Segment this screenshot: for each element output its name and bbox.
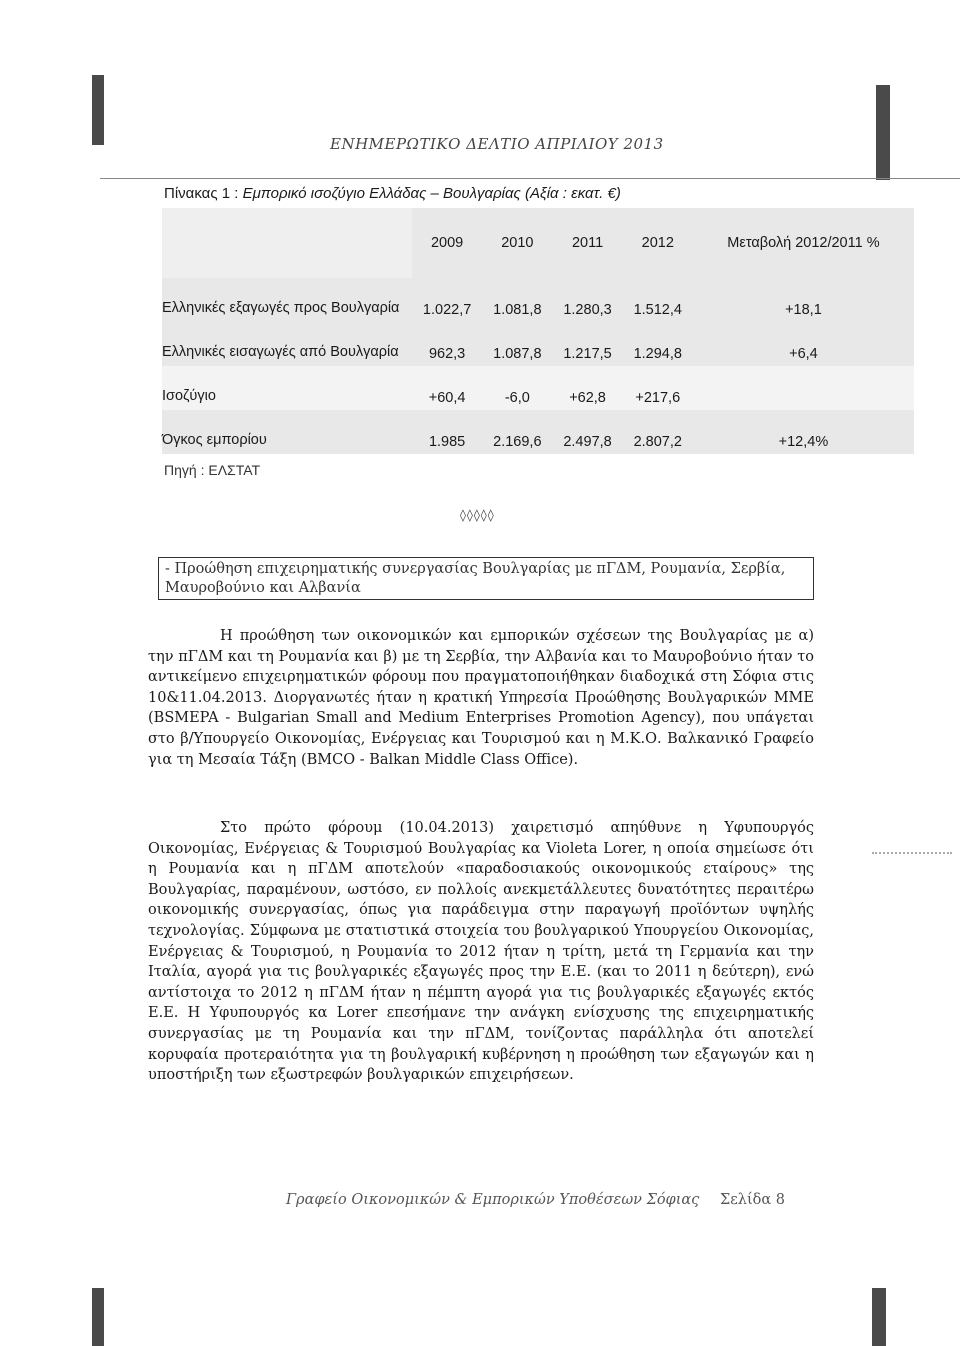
cell-2011: 1.280,3: [552, 278, 622, 322]
header-2012: 2012: [623, 208, 693, 278]
table-caption: [164, 185, 621, 202]
table-source: Πηγή : ΕΛΣΤΑΤ: [164, 462, 261, 478]
header-empty-cell: [162, 208, 412, 278]
header-2010: 2010: [482, 208, 552, 278]
row-label: Ισοζύγιο: [162, 366, 412, 410]
table-row-volume: [162, 410, 914, 454]
header-change: Μεταβολή 2012/2011 %: [693, 208, 914, 278]
footer-office-name: Γραφείο Οικονομικών & Εμπορικών Υποθέσεων Σόφιας: [286, 1192, 700, 1208]
cell-2011: +62,8: [552, 366, 622, 410]
scan-artifact: [872, 1288, 886, 1346]
table-row-imports: [162, 322, 914, 366]
scan-artifact: [92, 75, 104, 145]
footer-page-number: Σελίδα 8: [720, 1192, 785, 1208]
header-divider: [100, 178, 960, 179]
cell-change: +18,1: [693, 278, 914, 322]
scan-artifact: [92, 1288, 104, 1346]
cell-2010: 1.087,8: [482, 322, 552, 366]
section-title-box: - Προώθηση επιχειρηματικής συνεργασίας Βουλγαρίας με πΓΔΜ, Ρουμανία, Σερβία, Μαυροβούνιο και Αλβανία: [158, 557, 814, 600]
row-label: Ελληνικές εξαγωγές προς Βουλγαρία: [162, 278, 412, 322]
scan-artifact: [876, 85, 890, 180]
table-caption-title: Εμπορικό ισοζύγιο Ελλάδας – Βουλγαρίας (Αξία : εκατ. €): [242, 185, 621, 202]
table-caption-prefix: Πίνακας 1 :: [164, 185, 243, 202]
cell-2009: +60,4: [412, 366, 482, 410]
body-paragraph-2: Στο πρώτο φόρουμ (10.04.2013) χαιρετισμό απηύθυνε η Υφυπουργός Οικονομίας, Ενέργειας & Τουρισμού Βουλγαρίας κα Violeta Lorer, η οποία σημείωσε ότι η Ρουμανία και η πΓΔΜ αποτελούν «παραδοσιακούς οικονομικούς εταίρους» της Βουλγαρίας, παραμένουν, ωστόσο, εν πολλοίς ανεκμετάλλευτες δυνατότητες περαιτέρω οικονομικής συνεργασίας, όπως για παράδειγμα στην παραγωγή προϊόντων υψηλής τεχνολογίας. Σύμφωνα με στατιστικά στοιχεία του βουλγαρικού Υπουργείου Οικονομίας, Ενέργειας & Τουρισμού, η Ρουμανία το 2012 ήταν η τρίτη, μετά τη Γερμανία και την Ιταλία, αγορά για τις βουλγαρικές εξαγωγές προς την Ε.Ε. (και το 2011 η δεύτερη), ενώ αντίστοιχα το 2012 η πΓΔΜ ήταν η πέμπτη αγορά για τις βουλγαρικές εξαγωγές εκτός Ε.Ε. Η Υφυπουργός κα Lorer επεσήμανε την ανάγκη ενίσχυσης της επιχειρηματικής συνεργασίας με τη Ρουμανία και την πΓΔΜ, τονίζοντας παράλληλα ότι αποτελεί κορυφαία προτεραιότητα για τη βουλγαρική κυβέρνηση η προώθηση των εξαγωγών και η υποστήριξη των εξωστρεφών βουλγαρικών επιχειρήσεων.: [148, 820, 814, 1084]
cell-2012: 1.512,4: [623, 278, 693, 322]
cell-2009: 1.985: [412, 410, 482, 454]
cell-2011: 2.497,8: [552, 410, 622, 454]
cell-2009: 1.022,7: [412, 278, 482, 322]
section-divider-ornament: ◊◊◊◊◊: [460, 508, 495, 522]
cell-2012: 1.294,8: [623, 322, 693, 366]
cell-2012: 2.807,2: [623, 410, 693, 454]
scan-artifact: [872, 852, 952, 854]
header-2011: 2011: [552, 208, 622, 278]
header-2009: 2009: [412, 208, 482, 278]
table-row-balance: [162, 366, 914, 410]
row-label: Όγκος εμπορίου: [162, 410, 412, 454]
body-paragraph-1: Η προώθηση των οικονομικών και εμπορικών σχέσεων της Βουλγαρίας με α) την πΓΔΜ και τη Ρουμανία και β) με τη Σερβία, την Αλβανία και το Μαυροβούνιο ήταν το αντικείμενο επιχειρηματικών φόρουμ που πραγματοποιήθηκαν διαδοχικά στη Σόφια στις 10&11.04.2013. Διοργανωτές ήταν η κρατική Υπηρεσία Προώθησης Βουλγαρικών ΜΜΕ (BSMEPA - Bulgarian Small and Medium Enterprises Promotion Agency), που υπάγεται στο β/Υπουργείο Οικονομίας, Ενέργειας και Τουρισμού και η Μ.Κ.Ο. Βαλκανικό Γραφείο για τη Μεσαία Τάξη (BMCO - Balkan Middle Class Office).: [148, 628, 814, 768]
cell-2009: 962,3: [412, 322, 482, 366]
row-label: Ελληνικές εισαγωγές από Βουλγαρία: [162, 322, 412, 366]
table-header-row: [162, 208, 914, 278]
trade-balance-table: [162, 208, 914, 454]
cell-2010: 2.169,6: [482, 410, 552, 454]
cell-change: +12,4%: [693, 410, 914, 454]
cell-2010: -6,0: [482, 366, 552, 410]
cell-change: [693, 366, 914, 410]
newsletter-title: ΕΝΗΜΕΡΩΤΙΚΟ ΔΕΛΤΙΟ ΑΠΡΙΛΙΟΥ 2013: [330, 135, 664, 153]
cell-2010: 1.081,8: [482, 278, 552, 322]
table-row-exports: [162, 278, 914, 322]
cell-change: +6,4: [693, 322, 914, 366]
cell-2012: +217,6: [623, 366, 693, 410]
cell-2011: 1.217,5: [552, 322, 622, 366]
